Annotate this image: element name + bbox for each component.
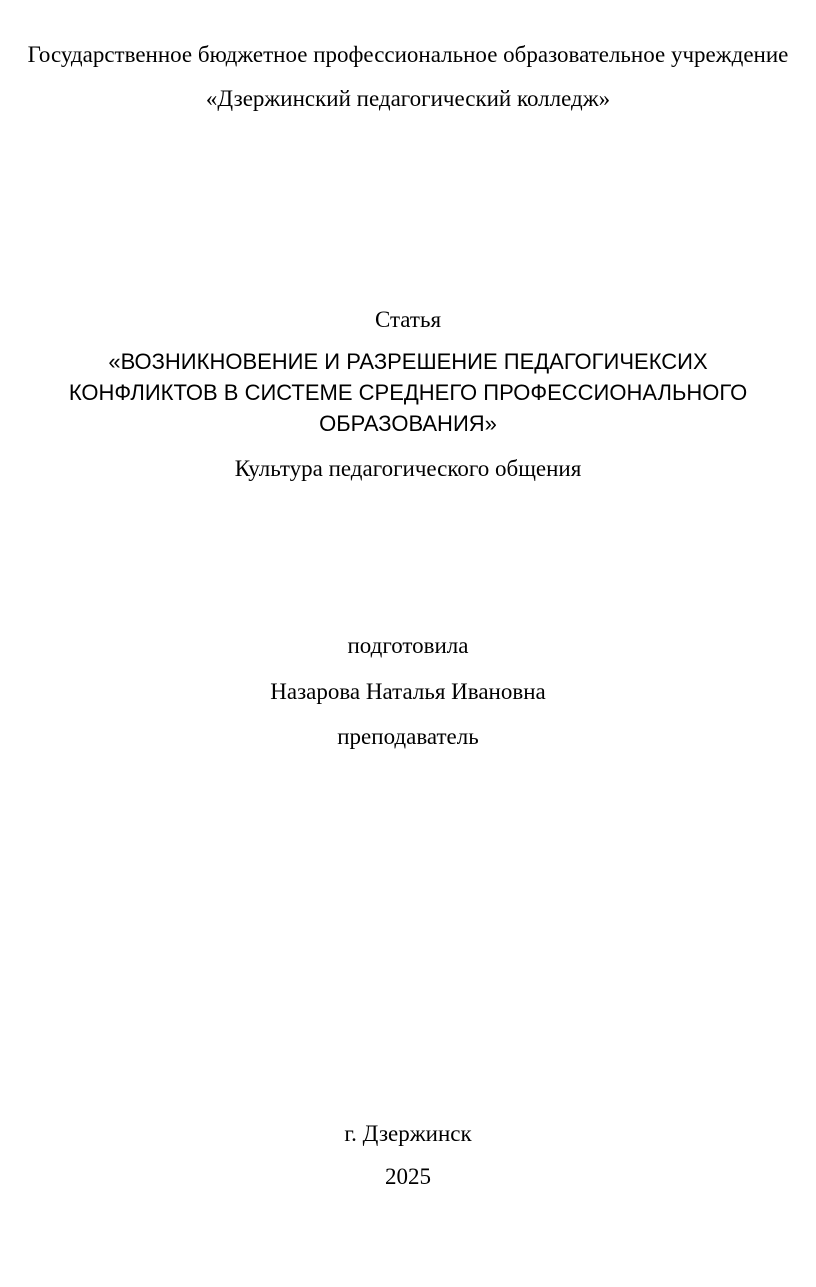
institution-name-line: Государственное бюджетное профессиональное образовательное учреждение bbox=[27, 42, 789, 67]
article-subtitle: Культура педагогического общения bbox=[234, 456, 582, 481]
author-position: преподаватель bbox=[337, 724, 479, 749]
year: 2025 bbox=[385, 1164, 431, 1189]
article-title bbox=[0, 346, 816, 439]
article-title-line: КОНФЛИКТОВ В СИСТЕМЕ СРЕДНЕГО ПРОФЕССИОНАЛЬНОГО bbox=[68, 380, 748, 405]
article-title-line: ОБРАЗОВАНИЯ» bbox=[319, 411, 497, 436]
article-title-line: «ВОЗНИКНОВЕНИЕ И РАЗРЕШЕНИЕ ПЕДАГОГИЧЕКСИХ bbox=[108, 349, 708, 374]
author-name: Назарова Наталья Ивановна bbox=[270, 679, 546, 704]
college-name-line: «Дзержинский педагогический колледж» bbox=[205, 86, 611, 111]
article-label: Статья bbox=[374, 307, 442, 332]
city: г. Дзержинск bbox=[344, 1121, 472, 1146]
prepared-by-label: подготовила bbox=[347, 633, 469, 658]
